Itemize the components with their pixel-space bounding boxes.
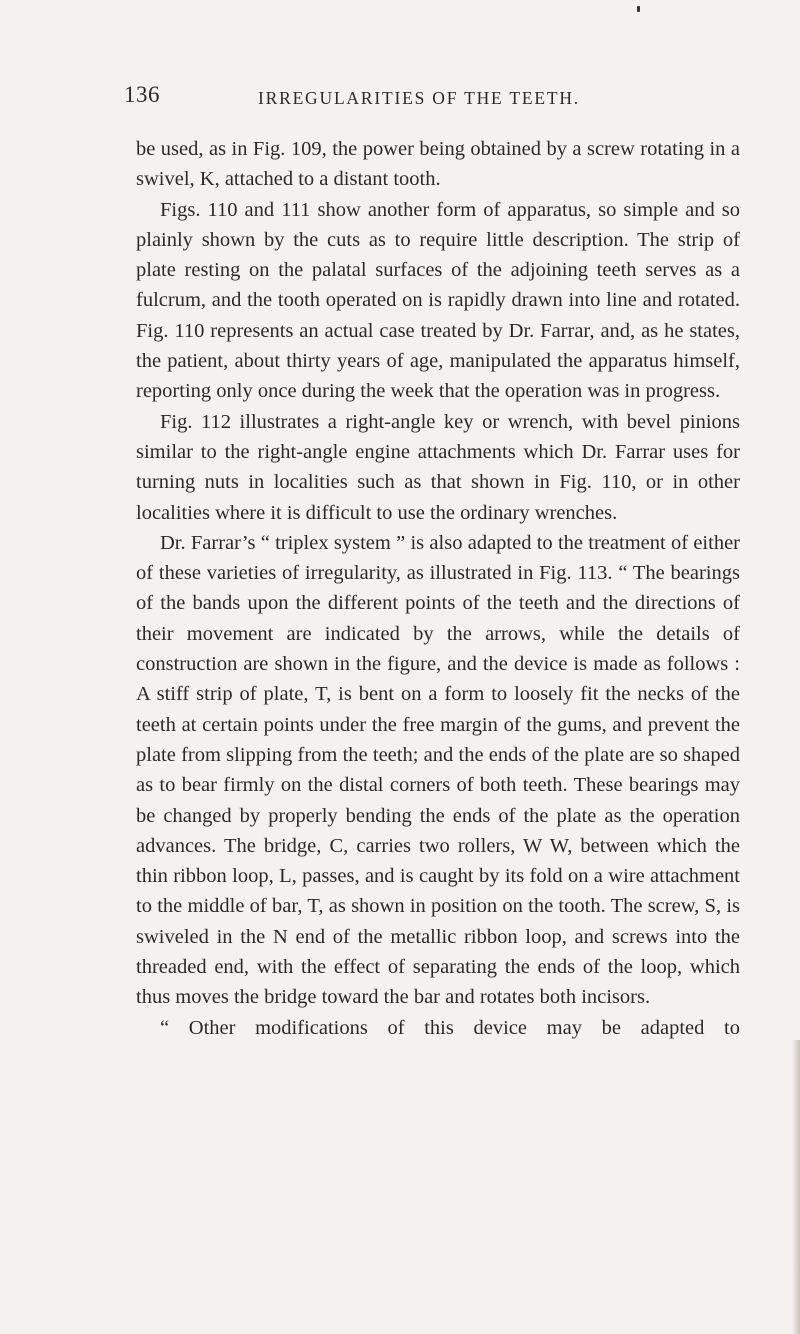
page-header [124,82,764,122]
paragraph: Dr. Farrar’s “ triplex system ” is also adapted to the treatment of either of these varieties of irregularity, as illustrated in Fig. 113. “ The bearings of the bands upon the different points of the teeth and the directions of their movement are indicated by the arrows, while the details of construction are shown in the figure, and the device is made as follows : A stiff strip of plate, T, is bent on a form to loosely fit the necks of the teeth at certain points under the free margin of the gums, and prevent the plate from slipping from the teeth; and the ends of the plate are so shaped as to bear firmly on the distal corners of both teeth. These bearings may be changed by properly bending the ends of the plate as the operation advances. The bridge, C, carries two rollers, W W, between which the thin ribbon loop, L, passes, and is caught by its fold on a wire attachment to the middle of bar, T, as shown in position on the tooth. The screw, S, is swiveled in the N end of the metallic ribbon loop, and screws into the threaded end, with the effect of separating the ends of the loop, which thus moves the bridge toward the bar and rotates both incisors. [136,531,740,1009]
paragraph: be used, as in Fig. 109, the power being obtained by a screw rotating in a swivel, K, attached to a distant tooth. [136,138,740,191]
paragraph: “ Other modifications of this device may be adapted to [160,1016,740,1039]
page-number: 136 [124,82,160,107]
ink-speck [637,6,640,12]
running-head: IRREGULARITIES OF THE TEETH. [258,88,580,108]
body-text [136,134,740,1043]
paragraph: Figs. 110 and 111 show another form of apparatus, so simple and so plainly shown by the cuts as to require little description. The strip of plate resting on the palatal surfaces of the adjoining teeth serves as a fulcrum, and the tooth operated on is rapidly drawn into line and rotated. Fig. 110 represents an actual case treated by Dr. Farrar, and, as he states, the patient, about thirty years of age, manipulated the apparatus himself, reporting only once during the week that the operation was in progress. [136,198,740,403]
page-edge-shadow [792,1040,800,1334]
paragraph: Fig. 112 illustrates a right-angle key or wrench, with bevel pinions similar to the right-angle engine attachments which Dr. Farrar uses for turning nuts in localities such as that shown in Fig. 110, or in other localities where it is difficult to use the ordinary wrenches. [136,410,740,524]
